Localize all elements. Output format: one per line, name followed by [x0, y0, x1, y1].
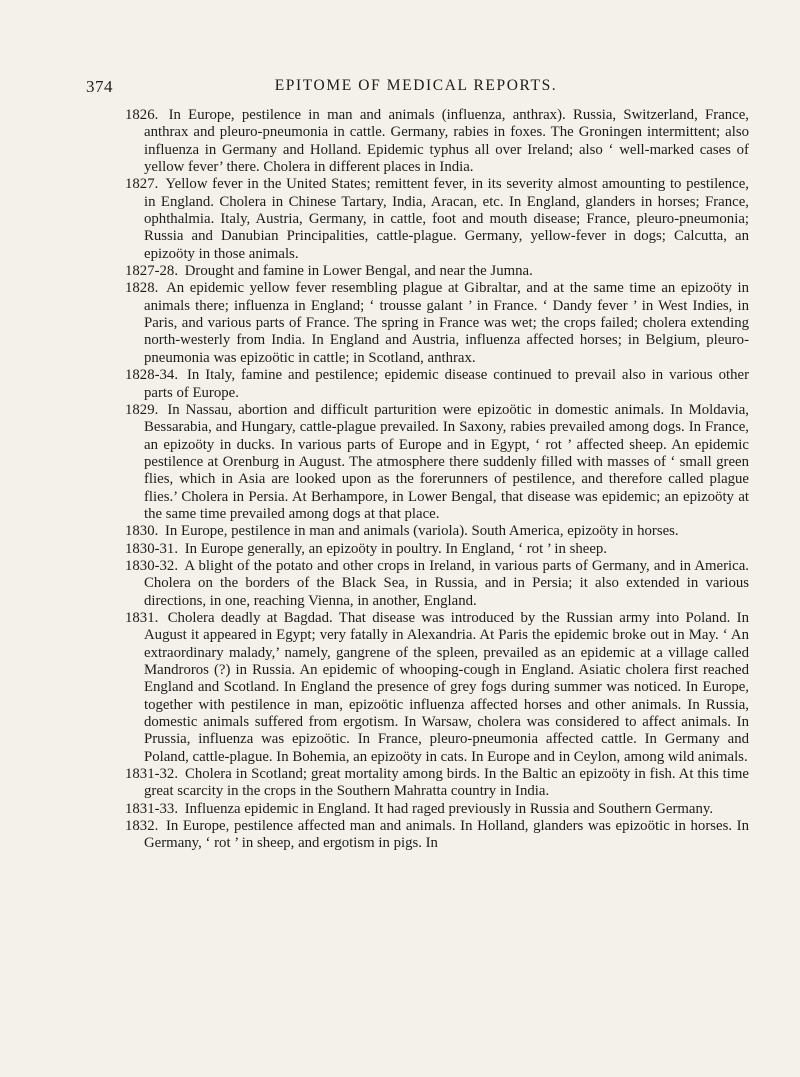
page-number: 374	[86, 77, 113, 96]
entry-year: 1832.	[125, 818, 159, 835]
entry-year: 1827-28.	[125, 263, 179, 280]
entry-text: Cholera in Scotland; great mortality among birds. In the Baltic an epizoöty in fish. At this time great scarcity in the crops in the Southern Mahratta country in India.	[144, 766, 749, 800]
entry-1828	[125, 280, 749, 367]
entry-1830-32	[125, 558, 749, 610]
entry-1827	[125, 176, 749, 263]
entry-text: An epidemic yellow fever resembling plague at Gibraltar, and at the same time an epizoöty in animals there; influenza in England; ‘ trousse galant ’ in France. ‘ Dandy fever ’ in West Indies, in Paris, and various parts of France. The spring in France was wet; the crops failed; cholera extending north-westerly from India. In England and Austria, influenza affected horses; in Belgium, pleuro-pneumonia was epizoötic in cattle; in Scotland, anthrax.	[144, 280, 749, 366]
entry-text: Yellow fever in the United States; remittent fever, in its severity almost amounting to pestilence, in England. Cholera in Chinese Tartary, India, Aracan, etc. In England, glanders in horses; France, ophthalmia. Italy, Austria, Germany, in cattle, foot and mouth disease; France, pleuro-pneumonia; Russia and Danubian Principalities, cattle-plague. Germany, yellow-fever in dogs; Calcutta, an epizoöty in those animals.	[144, 176, 749, 262]
chronology-entries	[125, 107, 749, 853]
entry-text: In Nassau, abortion and difficult parturition were epizoötic in domestic animals. In Moldavia, Bessarabia, and Hungary, cattle-plague prevailed. In Saxony, rabies prevailed among dogs. In France, an epizoöty in ducks. In various parts of Europe and in Egypt, ‘ rot ’ affected sheep. An epidemic pestilence at Orenburg in August. The atmosphere there suddenly filled with masses of ‘ small green flies, which in Asia are looked upon as the forerunners of pestilence, and therefore called plague flies.’ Cholera in Persia. At Berhampore, in Lower Bengal, that disease was epidemic; an epizoöty at the same time prevailed among dogs at that place.	[144, 401, 749, 522]
entry-year: 1831-32.	[125, 766, 179, 783]
entry-year: 1830-31.	[125, 540, 179, 557]
entry-1832	[125, 818, 749, 853]
entry-year: 1828-34.	[125, 367, 179, 384]
entry-text: In Europe, pestilence affected man and animals. In Holland, glanders was epizoötic in horses. In Germany, ‘ rot ’ in sheep, and ergotism in pigs. In	[144, 818, 750, 852]
entry-year: 1831.	[125, 609, 159, 626]
entry-1828-34	[125, 367, 749, 402]
entry-text: Influenza epidemic in England. It had raged previously in Russia and Southern Germany.	[184, 800, 714, 817]
entry-1830-31	[125, 541, 749, 558]
running-head	[86, 77, 746, 101]
entry-text: In Italy, famine and pestilence; epidemic disease continued to prevail also in various other parts of Europe.	[144, 367, 749, 401]
entry-year: 1828.	[125, 280, 159, 297]
entry-text: In Europe generally, an epizoöty in poultry. In England, ‘ rot ’ in sheep.	[184, 540, 608, 557]
entry-1831-33	[125, 801, 749, 818]
entry-1831-32	[125, 766, 749, 801]
entry-year: 1827.	[125, 176, 159, 193]
entry-1826	[125, 107, 749, 176]
entry-1830	[125, 523, 749, 540]
entry-year: 1829.	[125, 401, 159, 418]
page-title: EPITOME OF MEDICAL REPORTS.	[274, 77, 558, 94]
entry-text: In Europe, pestilence in man and animals (influenza, anthrax). Russia, Switzerland, France, anthrax and pleuro-pneumonia in cattle. Germany, rabies in foxes. The Groningen intermittent; also influenza in Germany and Holland. Epidemic typhus all over Ireland; also ‘ well-marked cases of yellow fever’ there. Cholera in different places in India.	[144, 107, 749, 176]
entry-1829	[125, 402, 749, 523]
entry-text: In Europe, pestilence in man and animals (variola). South America, epizoöty in horses.	[165, 523, 679, 540]
entry-year: 1830-32.	[125, 557, 179, 574]
entry-1831	[125, 610, 749, 766]
entry-text: A blight of the potato and other crops in Ireland, in various parts of Germany, and in America. Cholera on the borders of the Black Sea, in Russia, and in Persia; it also extended in various directions, in one, reaching Vienna, in another, England.	[144, 557, 749, 609]
entry-year: 1830.	[125, 523, 159, 540]
entry-year: 1831-33.	[125, 800, 179, 817]
entry-1827-28	[125, 263, 749, 280]
entry-year: 1826.	[125, 107, 159, 123]
entry-text: Drought and famine in Lower Bengal, and near the Jumna.	[184, 263, 533, 280]
entry-text: Cholera deadly at Bagdad. That disease was introduced by the Russian army into Poland. In August it appeared in Egypt; very fatally in Alexandria. At Paris the epidemic broke out in May. ‘ An extraordinary malady,’ namely, gangrene of the spleen, prevailed as an epidemic at a village called Mandroros (?) in Russia. An epidemic of whooping-cough in England. Asiatic cholera first reached England and Scotland. In England the presence of grey fogs during summer was noticed. In Europe, together with pestilence in man, epizoötic influenza affected horses and other animals. In Russia, domestic animals suffered from ergotism. In Warsaw, cholera was considered to affect animals. In Prussia, influenza was epizoötic. In France, pleuro-pneumonia affected cattle. In Germany and Poland, cattle-plague. In Bohemia, an epizoöty in cats. In Europe and in Ceylon, among wild animals.	[144, 609, 749, 765]
